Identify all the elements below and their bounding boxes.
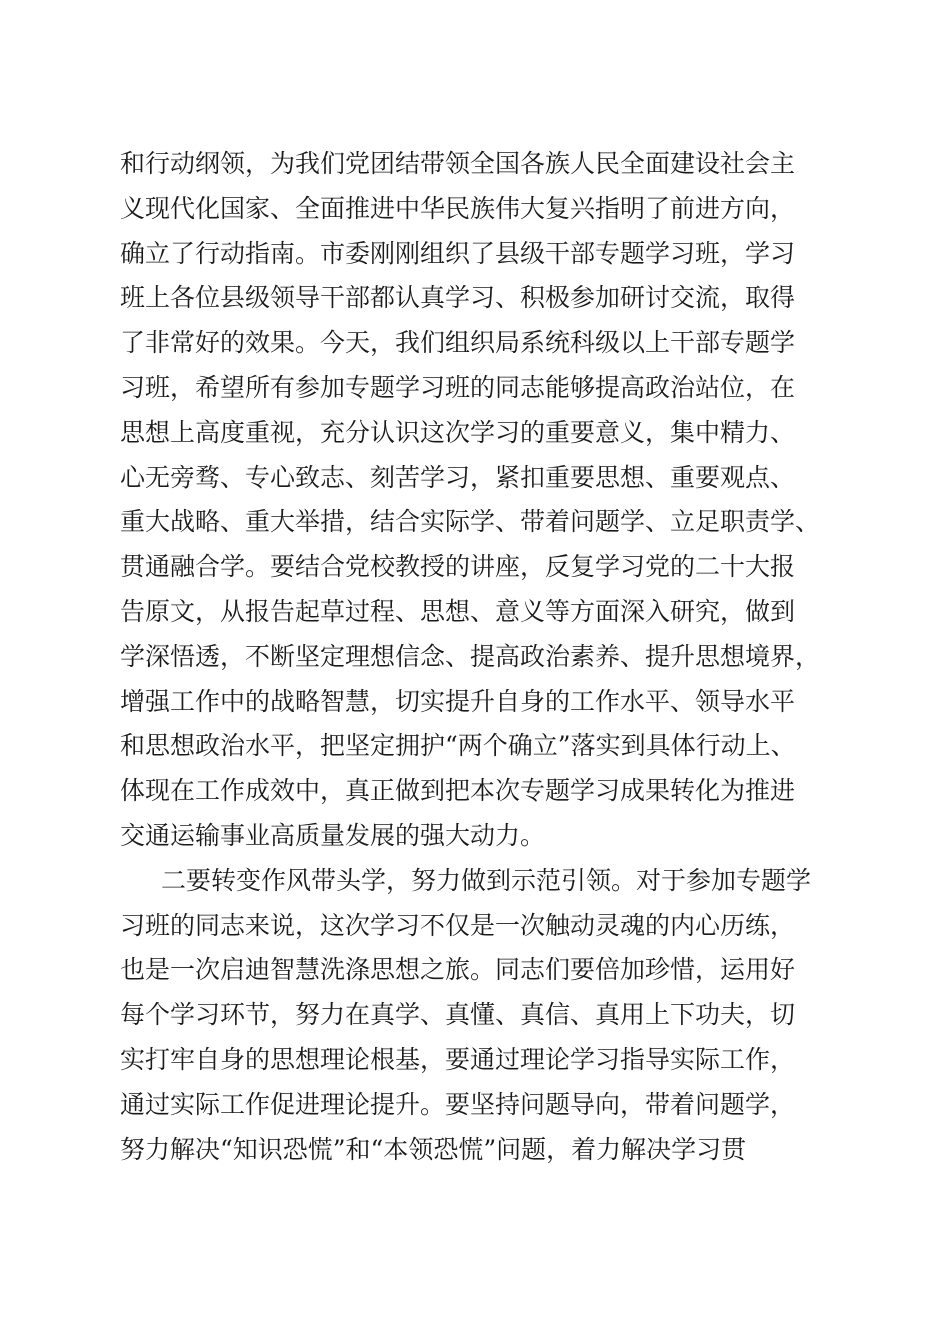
text-line: 确立了行动指南。市委刚刚组织了县级干部专题学习班，学习 (120, 238, 796, 268)
text-line: 交通运输事业高质量发展的强大动力。 (120, 820, 546, 850)
text-line: 告原文，从报告起草过程、思想、意义等方面深入研究，做到 (120, 596, 796, 626)
text-line: 了非常好的效果。今天，我们组织局系统科级以上干部专题学 (120, 328, 796, 358)
text-line: 班上各位县级领导干部都认真学习、积极参加研讨交流，取得 (120, 283, 796, 313)
text-line: 学深悟透，不断坚定理想信念、提高政治素养、提升思想境界， (120, 641, 821, 671)
text-line: 努力解决“知识恐慌”和“本领恐慌”问题，着力解决学习贯 (120, 1134, 747, 1164)
text-line: 通过实际工作促进理论提升。要坚持问题导向，带着问题学， (120, 1089, 796, 1119)
text-line: 也是一次启迪智慧洗涤思想之旅。同志们要倍加珍惜，运用好 (120, 955, 796, 985)
text-line: 习班的同志来说，这次学习不仅是一次触动灵魂的内心历练， (120, 910, 796, 940)
text-line: 体现在工作成效中，真正做到把本次专题学习成果转化为推进 (120, 776, 796, 806)
text-line: 义现代化国家、全面推进中华民族伟大复兴指明了前进方向， (120, 193, 796, 223)
text-line: 实打牢自身的思想理论根基，要通过理论学习指导实际工作， (120, 1044, 796, 1074)
text-line: 和行动纲领，为我们党团结带领全国各族人民全面建设社会主 (120, 149, 796, 178)
body-text (120, 142, 830, 1172)
text-line: 习班，希望所有参加专题学习班的同志能够提高政治站位，在 (120, 372, 796, 402)
text-line: 重大战略、重大举措，结合实际学、带着问题学、立足职责学、 (120, 507, 821, 537)
text-line: 和思想政治水平，把坚定拥护“两个确立”落实到具体行动上、 (120, 731, 796, 761)
paragraph-start-line: 二要转变作风带头学，努力做到示范引领。对于参加专题学 (161, 865, 812, 895)
text-line: 贯通融合学。要结合党校教授的讲座，反复学习党的二十大报 (120, 552, 796, 582)
text-line: 每个学习环节，努力在真学、真懂、真信、真用上下功夫，切 (120, 1000, 796, 1030)
text-line: 增强工作中的战略智慧，切实提升自身的工作水平、领导水平 (120, 686, 796, 716)
text-line: 思想上高度重视，充分认识这次学习的重要意义，集中精力、 (120, 417, 796, 447)
text-line: 心无旁骛、专心致志、刻苦学习，紧扣重要思想、重要观点、 (120, 462, 796, 492)
